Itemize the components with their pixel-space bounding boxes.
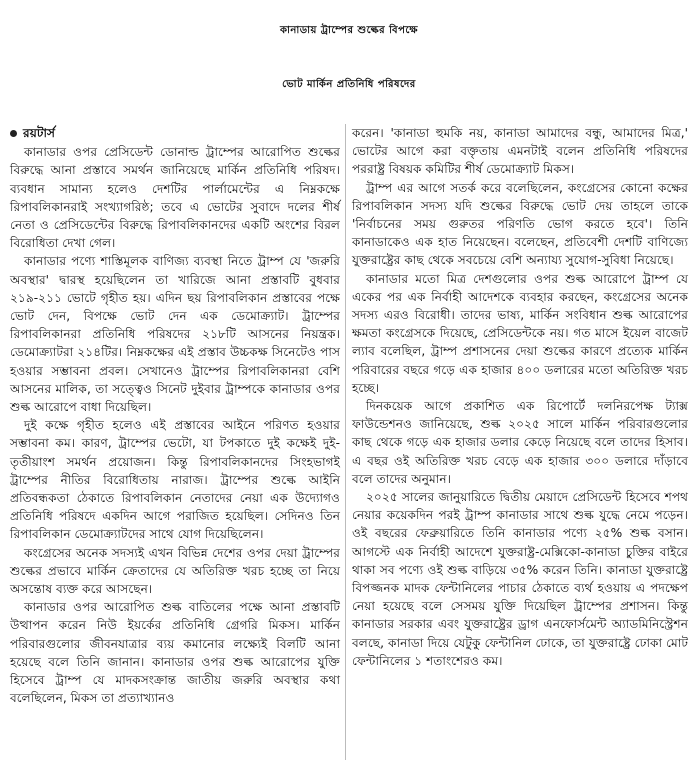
- headline: [0, 4, 698, 112]
- paragraph: দিনকয়েক আগে প্রকাশিত এক রিপোর্টে দলনিরপেক্ষ ট্যাক্স ফাউন্ডেশনও জানিয়েছে, শুল্ক ২০২৫ সালে মার্কিন পরিবারগুলোর কাছ থেকে গড়ে এক হাজার ডলার কেড়ে নিয়েছে বলে তাদের হিসাব। এ বছর ওই অতিরিক্ত খরচ বেড়ে এক হাজার ৩০০ ডলারে দাঁড়াবে বলে তাদের অনুমান।: [352, 399, 688, 486]
- headline-line-2: ভোট মার্কিন প্রতিনিধি পরিষদের: [282, 79, 416, 90]
- paragraph: দুই কক্ষে গৃহীত হলেও এই প্রস্তাবের আইনে পরিণত হওয়ার সম্ভাবনা কম। কারণ, ট্রাম্পের ভেটো, যা টপকাতে দুই কক্ষেই দুই-তৃতীয়াংশ সমর্থন প্রয়োজন। কিন্তু রিপাবলিকানদের সিংহভাগই ট্রাম্পের নীতির বিরোধিতায় নারাজ। ট্রাম্পের শুল্কে আইনি প্রতিবন্ধকতা ঠেকাতে রিপাবলিকান নেতাদের নেয়া এক উদ্যোগও প্রতিনিধি পরিষদে একদিন আগে পরাজিত হয়েছিল। সেদিনও তিন রিপাবলিকান ডেমোক্র্যাটদের সাথে যোগ দিয়েছিলেন।: [10, 418, 340, 542]
- paragraph: কানাডার মতো মিত্র দেশগুলোর ওপর শুল্ক আরোপে ট্রাম্প যে একের পর এক নির্বাহী আদেশকে ব্যবহার করছেন, কংগ্রেসের অনেক সদস্য এরও বিরোধী। তাদের ভাষ্য, মার্কিন সংবিধান শুল্ক আরোপের ক্ষমতা কংগ্রেসকে দিয়েছে, প্রেসিডেন্টকে নয়। গত মাসে ইয়েল বাজেট ল্যাব বলেছিল, ট্রাম্প প্রশাসনের দেয়া শুল্কের কারণে প্রত্যেক মার্কিন পরিবারের বছরে গড়ে এক হাজার ৪০০ ডলারের মতো অতিরিক্ত খরচ হচ্ছে।: [352, 271, 688, 395]
- column-divider: [345, 124, 346, 760]
- paragraph: কানাডার পণ্যে শাস্তিমূলক বাণিজ্য ব্যবস্থা নিতে ট্রাম্প যে 'জরুরি অবস্থার' দ্বারস্থ হয়েছিলেন তা খারিজে আনা প্রস্তাবটি বুধবার ২১৯-২১১ ভোটে গৃহীত হয়। এদিন ছয় রিপাবলিকান প্রস্তাবের পক্ষে ভোট দেন, বিপক্ষে ভোট দেন এক ডেমোক্র্যাট। ট্রাম্পের রিপাবলিকানরা প্রতিনিধি পরিষদের ২১৮টি আসনের নিয়ন্ত্রক। ডেমোক্র্যাটরা ২১৪টির। নিম্নকক্ষের এই প্রস্তাব উচ্চকক্ষ সিনেটেও পাস হওয়ার সম্ভাবনা প্রবল। সেখানেও ট্রাম্পের রিপাবলিকানরা বেশি আসনের মালিক, তা সত্ত্বেও সিনেট দুইবার ট্রাম্পকে কানাডার ওপর শুল্ক আরোপে বাধা দিয়েছিল।: [10, 254, 340, 415]
- paragraph: ট্রাম্প এর আগে সতর্ক করে বলেছিলেন, কংগ্রেসের কোনো কক্ষের রিপাবলিকান সদস্য যদি শুল্কের বিরুদ্ধে ভোট দেয় তাহলে তাকে 'নির্বাচনের সময় গুরুতর পরিণতি ভোগ করতে হবে'। তিনি কানাডাকেও এক হাত নিয়েছেন। বলেছেন, প্রতিবেশী দেশটি বাণিজ্যে যুক্তরাষ্ট্রের কাছ থেকে সবচেয়ে বেশি অন্যায্য সুযোগ-সুবিধা নিয়েছে।: [352, 180, 688, 268]
- article-column-right: [352, 124, 688, 670]
- byline-text: রয়টার্স: [23, 126, 56, 140]
- article-column-left: [10, 124, 340, 708]
- headline-line-1: কানাডায় ট্রাম্পের শুল্কের বিপক্ষে: [280, 25, 418, 36]
- byline: [10, 124, 340, 142]
- paragraph: কানাডার ওপর আরোপিত শুল্ক বাতিলের পক্ষে আনা প্রস্তাবটি উত্থাপন করেন নিউ ইয়র্কের প্রতিনিধি গ্রেগরি মিকস। মার্কিন পরিবারগুলোর জীবনযাত্রার ব্যয় কমানোর লক্ষ্যেই বিলটি আনা হয়েছে বলে তিনি জানান। কানাডার ওপর শুল্ক আরোপের যুক্তি হিসেবে ট্রাম্প যে মাদকসংক্রান্ত জাতীয় জরুরি অবস্থার কথা বলেছিলেন, মিকস তা প্রত্যাখ্যানও: [10, 600, 340, 706]
- paragraph: করেন। 'কানাডা হুমকি নয়, কানাডা আমাদের বন্ধু, আমাদের মিত্র,' ভোটের আগে করা বক্তৃতায় এমনটাই বলেন প্রতিনিধি পরিষদের পররাষ্ট্র বিষয়ক কমিটির শীর্ষ ডেমোক্র্যাট মিকস।: [352, 126, 688, 177]
- bullet-icon: [10, 130, 17, 137]
- paragraph: কংগ্রেসের অনেক সদস্যই এখন বিভিন্ন দেশের ওপর দেয়া ট্রাম্পের শুল্কের প্রভাবে মার্কিন ক্রেতাদের যে অতিরিক্ত খরচ হচ্ছে তা নিয়ে অসন্তোষ ব্যক্ত করে আসছেন।: [10, 545, 340, 597]
- paragraph: কানাডার ওপর প্রেসিডেন্ট ডোনাল্ড ট্রাম্পের আরোপিত শুল্কের বিরুদ্ধে আনা প্রস্তাবে সমর্থন জানিয়েছে মার্কিন প্রতিনিধি পরিষদ। ব্যবধান সামান্য হলেও দেশটির পার্লামেন্টের এ নিম্নকক্ষে রিপাবলিকানরাই সংখ্যাগরিষ্ঠ; তবে এ ভোটের সুবাদে দলের শীর্ষ নেতা ও প্রেসিডেন্টের বিরুদ্ধে রিপাবলিকানদের একটি অংশের বিরল বিরোধিতা দেখা গেল।: [10, 145, 340, 251]
- paragraph: ২০২৫ সালের জানুয়ারিতে দ্বিতীয় মেয়াদে প্রেসিডেন্ট হিসেবে শপথ নেয়ার কয়েকদিন পরই ট্রাম্প কানাডার সাথে শুল্ক যুদ্ধে নেমে পড়েন। ওই বছরের ফেব্রুয়ারিতে তিনি কানাডার পণ্যে ২৫% শুল্ক বসান। আগস্টে এক নির্বাহী আদেশে যুক্তরাষ্ট্র-মেক্সিকো-কানাডা চুক্তির বাইরে থাকা সব পণ্যে ওই শুল্ক বাড়িয়ে ৩৫% করেন তিনি। কানাডা যুক্তরাষ্ট্রে বিপজ্জনক মাদক ফেন্টানিলের পাচার ঠেকাতে ব্যর্থ হওয়ায় এ পদক্ষেপ নেয়া হয়েছে বলে সেসময় যুক্তি দিয়েছিল ট্রাম্পের প্রশাসন। কিন্তু কানাডার সরকার এবং যুক্তরাষ্ট্রের ড্রাগ এনফোর্সমেন্ট অ্যাডমিনিস্ট্রেশন বলছে, কানাডা দিয়ে যেটুকু ফেন্টানিল ঢোকে, তা যুক্তরাষ্ট্রে ঢোকা মোট ফেন্টানিলের ১ শতাংশেরও কম।: [352, 490, 688, 668]
